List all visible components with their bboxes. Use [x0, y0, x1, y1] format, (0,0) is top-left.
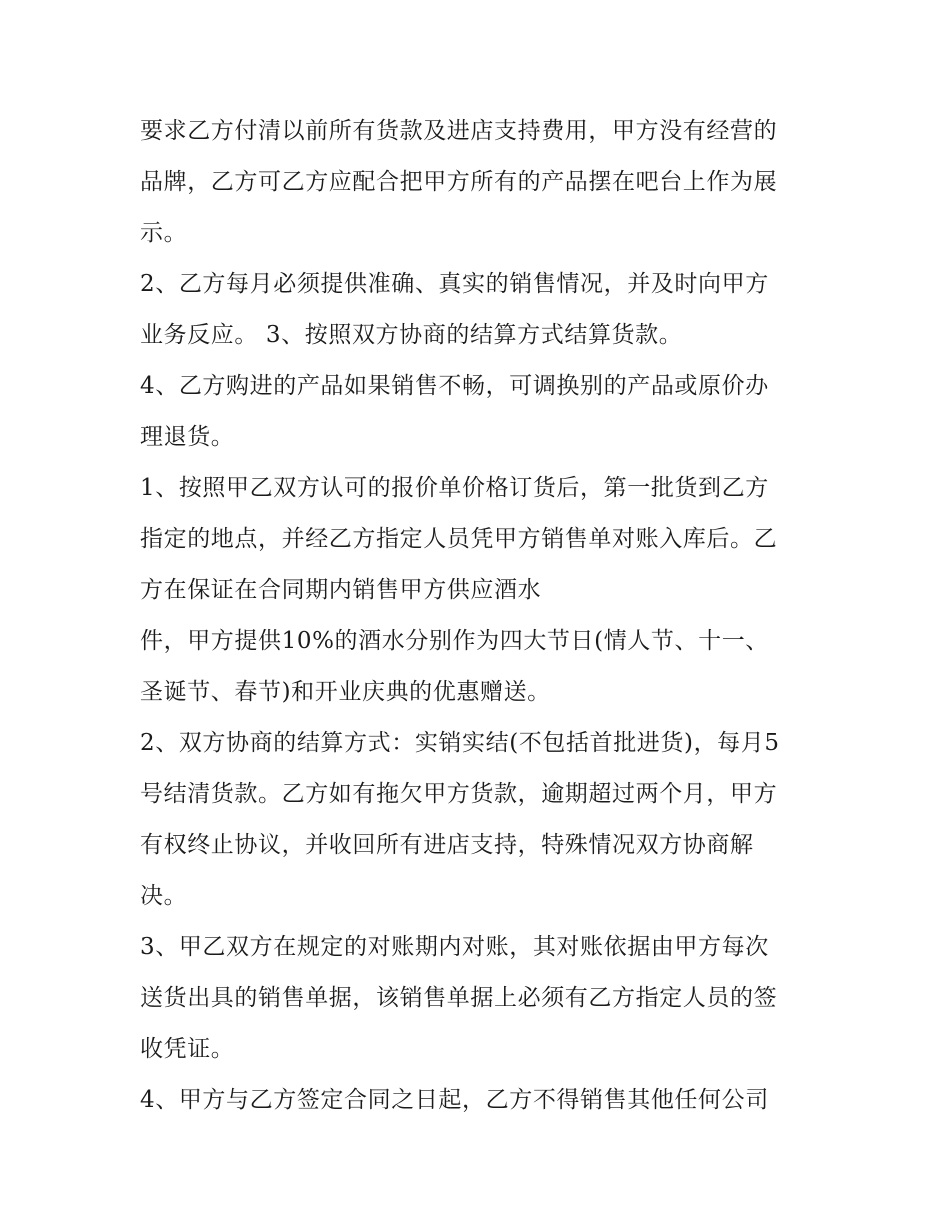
text-line: 号结清货款。乙方如有拖欠甲方货款，逾期超过两个月，甲方: [140, 781, 778, 807]
text-line: 指定的地点，并经乙方指定人员凭甲方销售单对账入库后。乙: [140, 526, 778, 552]
text-line: 品牌，乙方可乙方应配合把甲方所有的产品摆在吧台上作为展: [140, 169, 778, 195]
text-line: 件，甲方提供10%的酒水分别作为四大节日(情人节、十一、: [140, 628, 769, 654]
text-line: 要求乙方付清以前所有货款及进店支持费用，甲方没有经营的: [140, 118, 778, 144]
text-line: 2、乙方每月必须提供准确、真实的销售情况，并及时向甲方: [140, 271, 769, 297]
text-line: 理退货。: [140, 424, 235, 450]
text-line: 3、甲乙双方在规定的对账期内对账，其对账依据由甲方每次: [140, 934, 769, 960]
text-line: 业务反应。 3、按照双方协商的结算方式结算货款。: [140, 322, 683, 348]
text-line: 有权终止协议，并收回所有进店支持，特殊情况双方协商解: [140, 832, 754, 858]
document-body: [140, 106, 820, 1126]
text-line: 决。: [140, 883, 188, 909]
text-line: 1、按照甲乙双方认可的报价单价格订货后，第一批货到乙方: [140, 475, 769, 501]
text-line: 示。: [140, 220, 188, 246]
text-line: 方在保证在合同期内销售甲方供应酒水: [140, 577, 542, 603]
text-line: 圣诞节、春节)和开业庆典的优惠赠送。: [140, 679, 551, 705]
text-line: 4、乙方购进的产品如果销售不畅，可调换别的产品或原价办: [140, 373, 769, 399]
text-line: 2、双方协商的结算方式：实销实结(不包括首批进货)，每月5: [140, 730, 780, 756]
text-line: 4、甲方与乙方签定合同之日起，乙方不得销售其他任何公司: [140, 1087, 769, 1113]
text-line: 收凭证。: [140, 1036, 235, 1062]
text-line: 送货出具的销售单据，该销售单据上必须有乙方指定人员的签: [140, 985, 778, 1011]
